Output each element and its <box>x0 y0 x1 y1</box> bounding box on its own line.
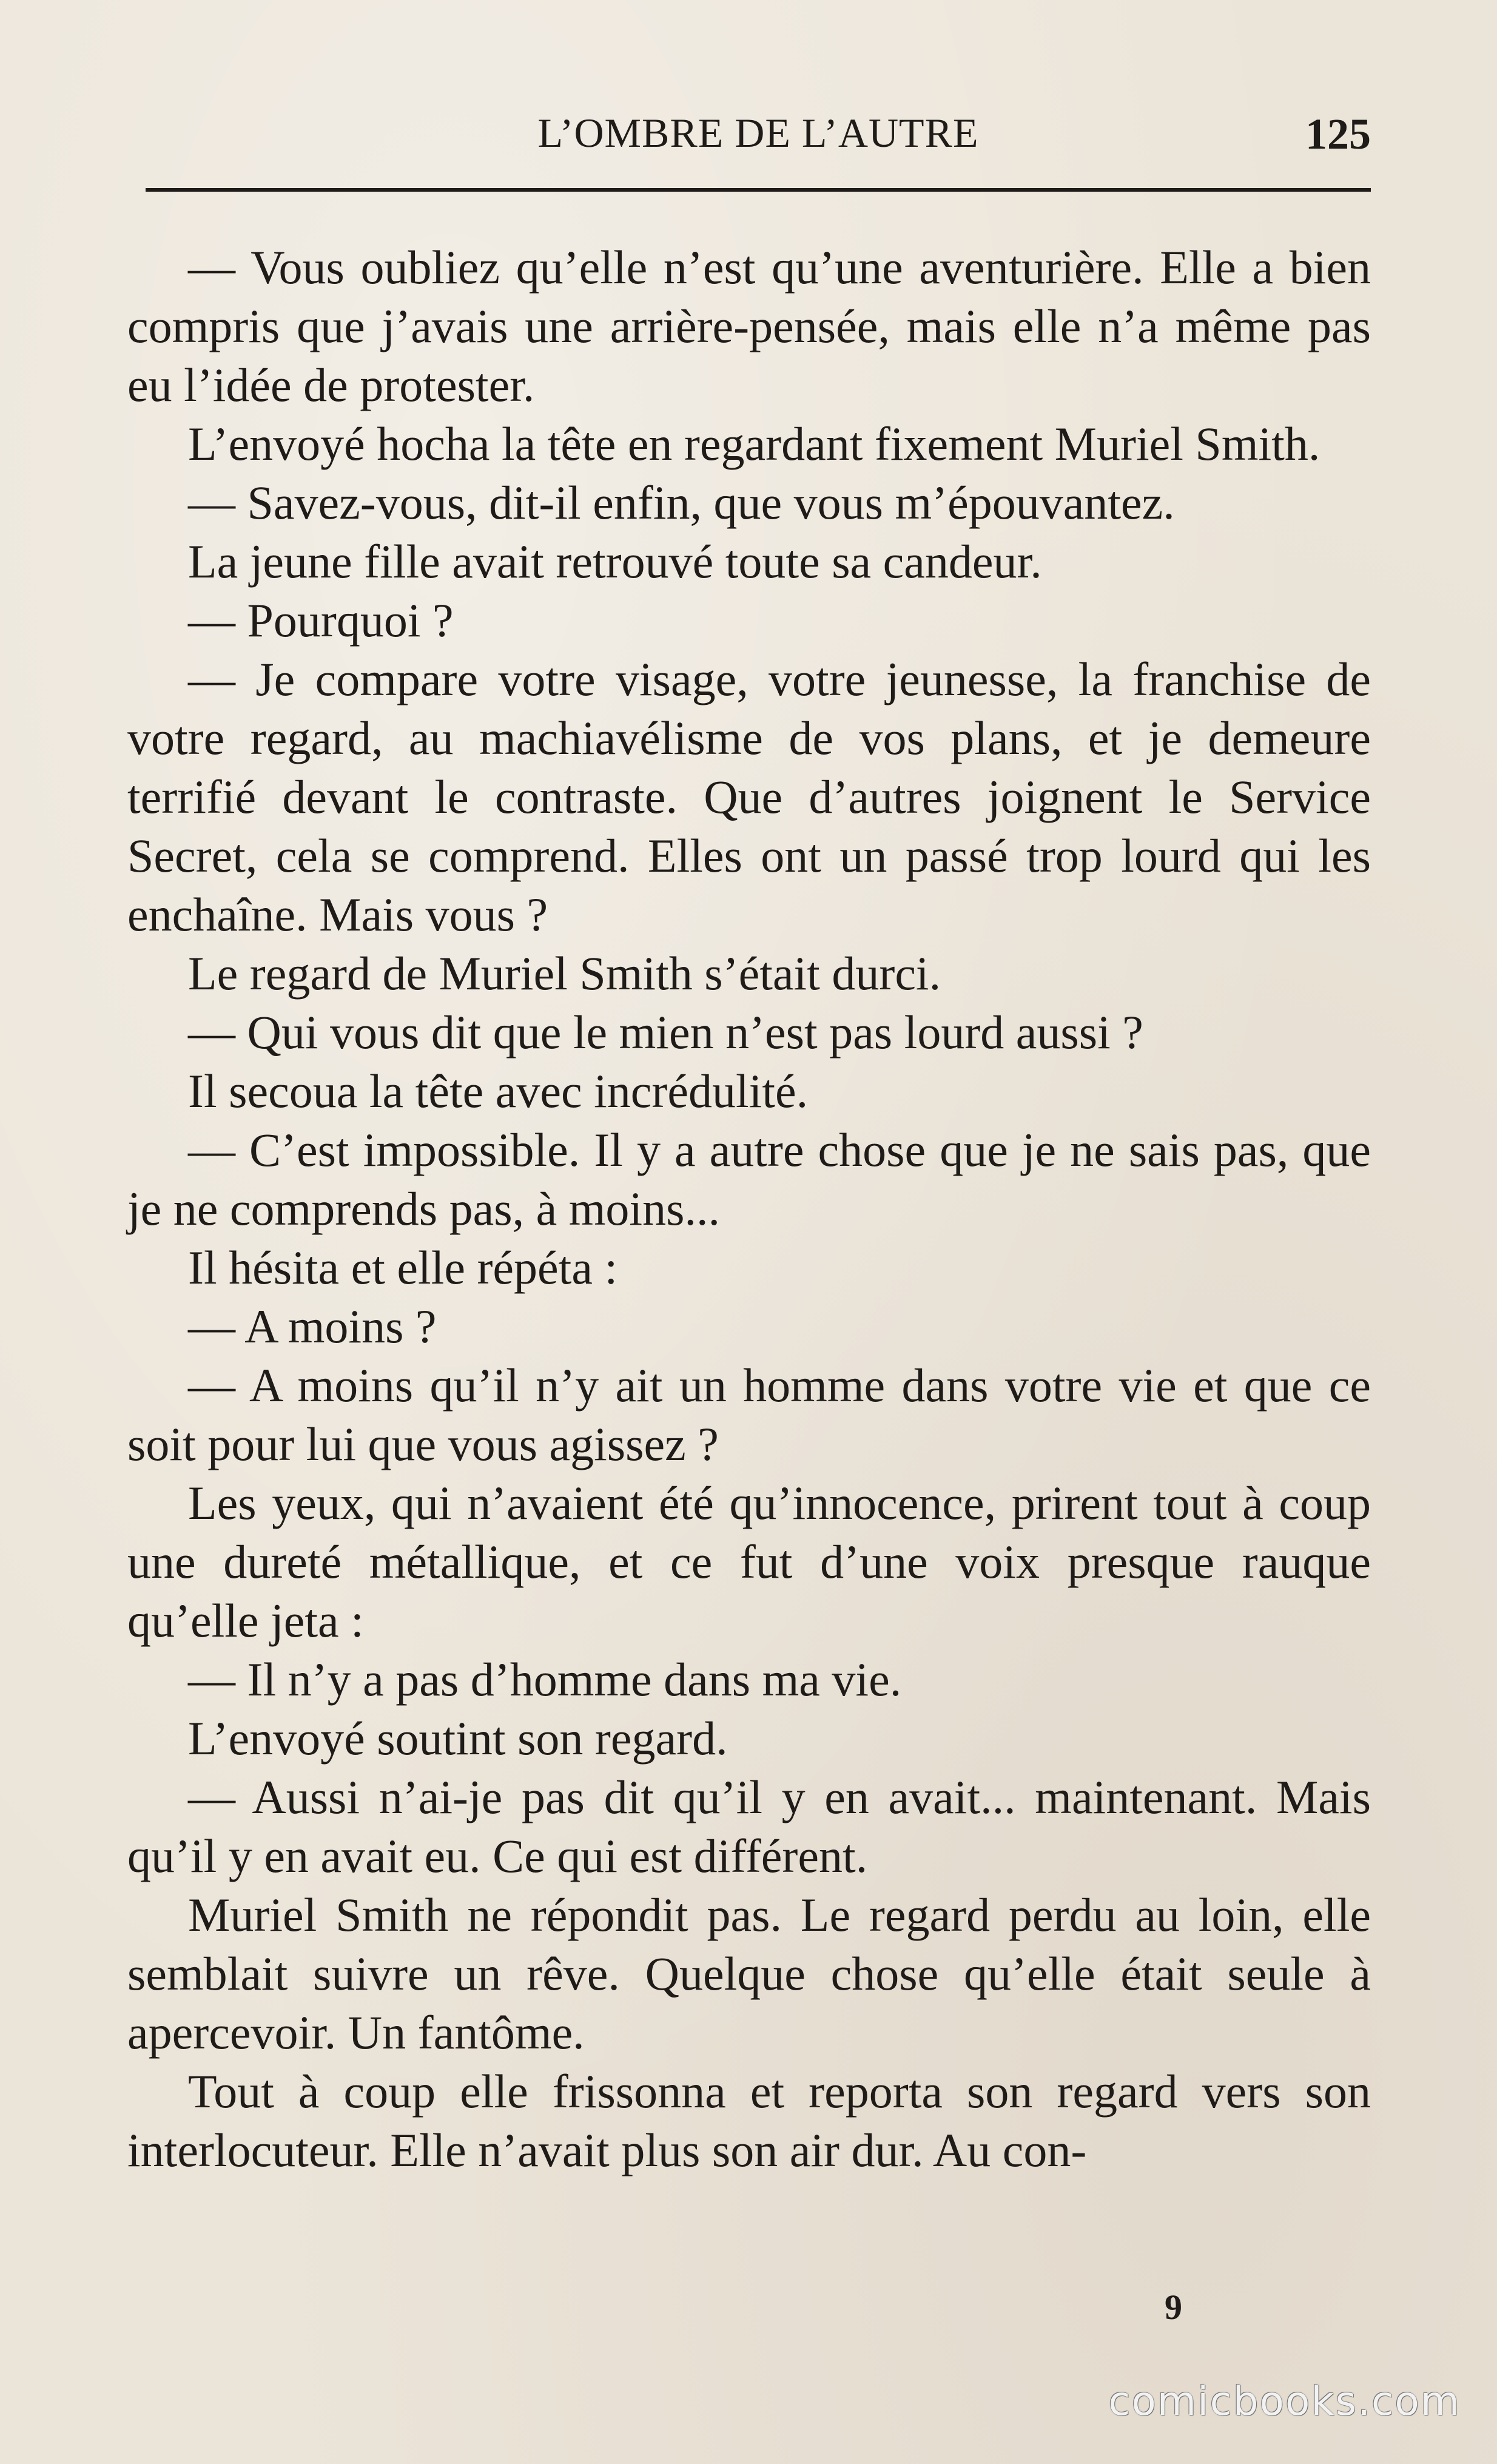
page-header <box>146 103 1371 164</box>
paragraph: — C’est impossible. Il y a autre chose que je ne sais pas, que je ne comprends pas, à moins... <box>127 1123 1371 1235</box>
paragraph: — Pourquoi ? <box>188 594 454 647</box>
paragraph: — Savez-vous, dit-il enfin, que vous m’épouvantez. <box>188 476 1175 529</box>
paragraph: — Aussi n’ai-je pas dit qu’il y en avait... maintenant. Mais qu’il y en avait eu. Ce qui est différent. <box>127 1771 1371 1882</box>
paragraph: Les yeux, qui n’avaient été qu’innocence, prirent tout à coup une dureté métallique, et ce fut d’une voix presque rauque qu’elle jeta : <box>127 1476 1371 1647</box>
paragraph: Il hésita et elle répéta : <box>188 1241 618 1294</box>
paragraph: — A moins qu’il n’y ait un homme dans votre vie et que ce soit pour lui que vous agissez ? <box>127 1359 1371 1470</box>
paragraph: La jeune fille avait retrouvé toute sa candeur. <box>188 535 1042 588</box>
running-title: L’OMBRE DE L’AUTRE <box>537 110 979 156</box>
paragraph: — A moins ? <box>188 1300 437 1353</box>
watermark: comicbooks.com <box>1108 2378 1461 2425</box>
paragraph: — Je compare votre visage, votre jeunesse, la franchise de votre regard, au machiavélisme de vos plans, et je demeure terrifié devant le contraste. Que d’autres joignent le Service Secret, cela se comprend. Elles ont un passé trop lourd qui les enchaîne. Mais vous ? <box>127 653 1371 941</box>
header-rule <box>146 188 1371 192</box>
paragraph: L’envoyé soutint son regard. <box>188 1712 728 1765</box>
paragraph: — Il n’y a pas d’homme dans ma vie. <box>188 1653 902 1706</box>
signature-mark: 9 <box>1165 2287 1182 2327</box>
body-text <box>127 238 1371 2180</box>
paragraph: Le regard de Muriel Smith s’était durci. <box>188 947 941 1000</box>
paragraph: — Vous oubliez qu’elle n’est qu’une aventurière. Elle a bien compris que j’avais une arrière-pensée, mais elle n’a même pas eu l’idée de protester. <box>127 241 1371 411</box>
paragraph: L’envoyé hocha la tête en regardant fixement Muriel Smith. <box>188 417 1320 470</box>
paragraph: Muriel Smith ne répondit pas. Le regard perdu au loin, elle semblait suivre un rêve. Quelque chose qu’elle était seule à apercevoir. Un fantôme. <box>127 1888 1371 2059</box>
paragraph: — Qui vous dit que le mien n’est pas lourd aussi ? <box>188 1006 1143 1059</box>
paragraph: Tout à coup elle frissonna et reporta son regard vers son interlocuteur. Elle n’avait plus son air dur. Au con- <box>127 2065 1371 2176</box>
paragraph: Il secoua la tête avec incrédulité. <box>188 1065 809 1117</box>
page-number: 125 <box>1305 110 1371 158</box>
